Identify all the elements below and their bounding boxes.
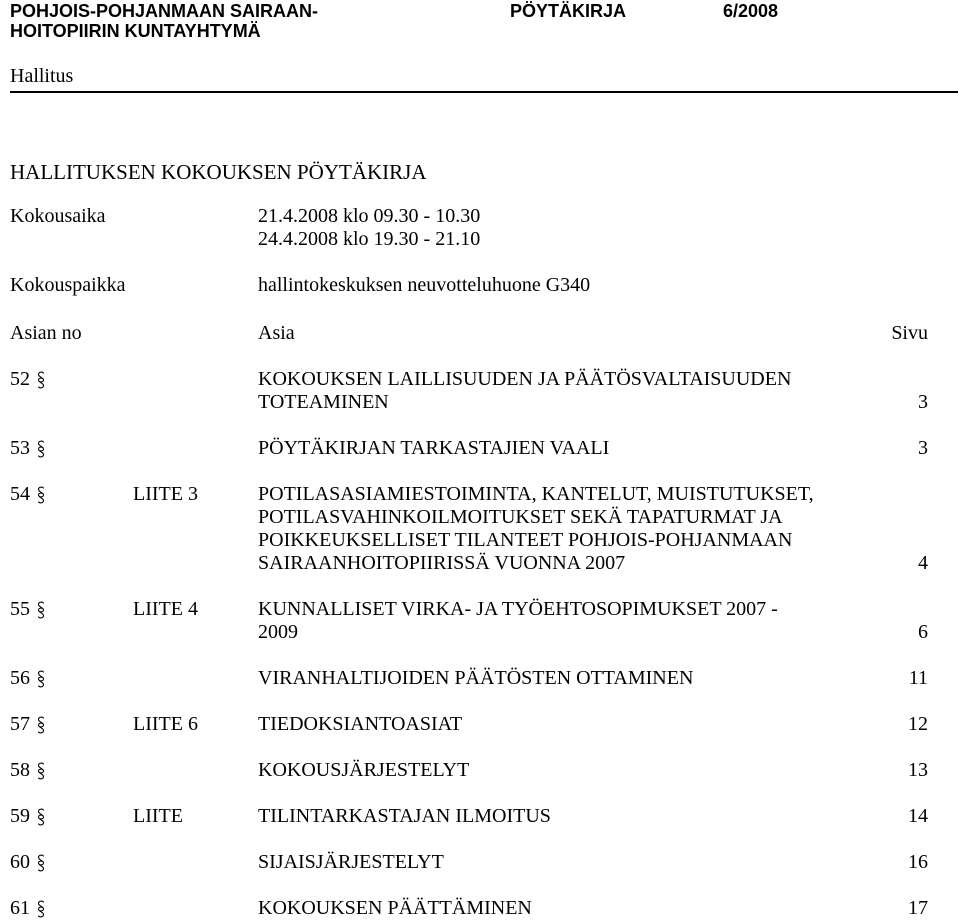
column-header-number: Asian no <box>10 322 82 344</box>
item-subject-line: KOKOUKSEN PÄÄTTÄMINEN <box>258 897 532 919</box>
item-page-number: 11 <box>908 667 928 689</box>
document-type: PÖYTÄKIRJA <box>510 1 627 21</box>
header-rule <box>10 91 958 93</box>
section-sign-icon <box>34 368 48 391</box>
page-title: HALLITUKSEN KOKOUKSEN PÖYTÄKIRJA <box>10 160 427 184</box>
attachment-label: LIITE 3 <box>133 483 198 505</box>
section-sign-icon <box>34 598 48 621</box>
item-subject <box>258 437 908 460</box>
item-page-number: 12 <box>908 713 928 735</box>
section-sign-icon <box>34 851 48 874</box>
column-header-subject: Asia <box>258 322 295 344</box>
item-subject <box>258 598 908 644</box>
item-number: 57 <box>10 713 30 735</box>
section-sign-icon <box>34 759 48 782</box>
organization-name-line2: HOITOPIIRIN KUNTAYHTYMÄ <box>10 21 261 41</box>
attachment-label: LIITE 6 <box>133 713 198 735</box>
item-subject <box>258 805 908 828</box>
meeting-time-1: 21.4.2008 klo 09.30 - 10.30 <box>258 205 481 227</box>
item-subject <box>258 897 908 920</box>
item-number: 59 <box>10 805 30 827</box>
meeting-place-value: hallintokeskuksen neuvotteluhuone G340 <box>258 274 591 296</box>
governing-body: Hallitus <box>10 65 74 87</box>
item-subject-line: TILINTARKASTAJAN ILMOITUS <box>258 805 551 827</box>
item-page-number: 17 <box>908 897 928 919</box>
item-page-number: 6 <box>918 621 928 643</box>
item-number: 52 <box>10 368 30 390</box>
item-page-number: 13 <box>908 759 928 781</box>
item-page-number: 16 <box>908 851 928 873</box>
attachment-label: LIITE 4 <box>133 598 198 620</box>
item-subject <box>258 759 908 782</box>
item-subject <box>258 851 908 874</box>
item-number: 54 <box>10 483 30 505</box>
meeting-place-label: Kokouspaikka <box>10 274 126 296</box>
item-page-number: 3 <box>918 391 928 413</box>
item-subject-line: 2009 <box>258 621 298 643</box>
section-sign-icon <box>34 713 48 736</box>
item-subject <box>258 667 908 690</box>
section-sign-icon <box>34 483 48 506</box>
item-number: 55 <box>10 598 30 620</box>
item-subject-line: KOKOUSJÄRJESTELYT <box>258 759 470 781</box>
meeting-time-2: 24.4.2008 klo 19.30 - 21.10 <box>258 228 481 250</box>
item-subject-line: KOKOUKSEN LAILLISUUDEN JA PÄÄTÖSVALTAISUUDEN <box>258 368 792 390</box>
item-subject-line: POIKKEUKSELLISET TILANTEET POHJOIS-POHJANMAAN <box>258 529 793 551</box>
item-number: 53 <box>10 437 30 459</box>
item-subject-line: POTILASASIAMIESTOIMINTA, KANTELUT, MUISTUTUKSET, <box>258 483 814 505</box>
item-subject <box>258 713 908 736</box>
item-subject-line: TIEDOKSIANTOASIAT <box>258 713 463 735</box>
item-number: 61 <box>10 897 30 919</box>
item-subject <box>258 368 908 414</box>
document-number: 6/2008 <box>723 1 779 21</box>
item-page-number: 3 <box>918 437 928 459</box>
item-subject-line: SAIRAANHOITOPIIRISSÄ VUONNA 2007 <box>258 552 626 574</box>
item-number: 56 <box>10 667 30 689</box>
item-subject-line: PÖYTÄKIRJAN TARKASTAJIEN VAALI <box>258 437 610 459</box>
organization-name-line1: POHJOIS-POHJANMAAN SAIRAAN- <box>10 1 319 21</box>
item-subject-line: KUNNALLISET VIRKA- JA TYÖEHTOSOPIMUKSET 2007 - <box>258 598 778 620</box>
item-page-number: 14 <box>908 805 928 827</box>
item-number: 58 <box>10 759 30 781</box>
column-header-page: Sivu <box>891 322 928 344</box>
section-sign-icon <box>34 437 48 460</box>
attachment-label: LIITE <box>133 805 183 827</box>
section-sign-icon <box>34 897 48 920</box>
section-sign-icon <box>34 667 48 690</box>
item-subject-line: SIJAISJÄRJESTELYT <box>258 851 444 873</box>
item-number: 60 <box>10 851 30 873</box>
item-page-number: 4 <box>918 552 928 574</box>
meeting-time-label: Kokousaika <box>10 205 106 227</box>
item-subject <box>258 483 908 575</box>
item-subject-line: VIRANHALTIJOIDEN PÄÄTÖSTEN OTTAMINEN <box>258 667 694 689</box>
item-subject-line: TOTEAMINEN <box>258 391 389 413</box>
item-subject-line: POTILASVAHINKOILMOITUKSET SEKÄ TAPATURMAT JA <box>258 506 783 528</box>
section-sign-icon <box>34 805 48 828</box>
